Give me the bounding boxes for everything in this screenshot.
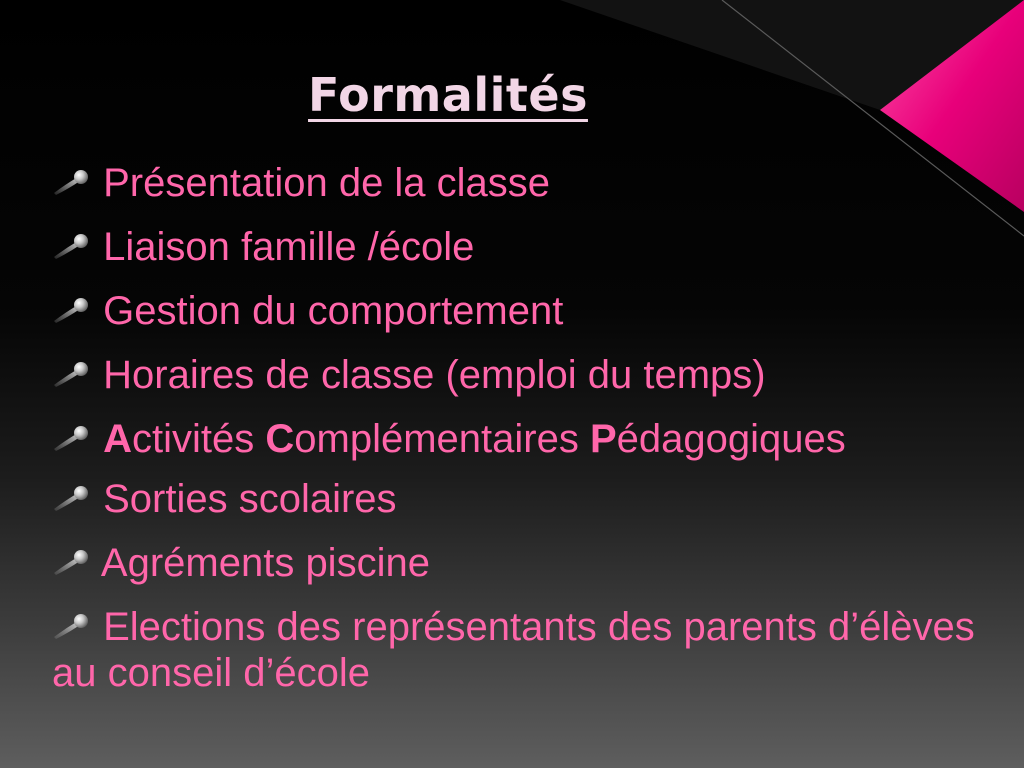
list-item-text: Elections des représentants des parents d’élèves au conseil d’école xyxy=(52,605,975,695)
list-item-text: Agréments piscine xyxy=(92,541,430,585)
list-item-text: Gestion du comportement xyxy=(92,289,564,333)
list-item xyxy=(52,416,1002,462)
initial-letter-a: A xyxy=(103,417,133,461)
list-item xyxy=(52,352,1002,398)
list-item-text: Horaires de classe (emploi du temps) xyxy=(92,353,766,397)
silver-sphere-bullet-icon xyxy=(52,483,92,513)
silver-sphere-bullet-icon xyxy=(52,167,92,197)
silver-sphere-bullet-icon xyxy=(52,295,92,325)
silver-sphere-bullet-icon xyxy=(52,611,92,641)
list-item-text: Sorties scolaires xyxy=(92,477,397,521)
silver-sphere-bullet-icon xyxy=(52,423,92,453)
list-item xyxy=(52,476,1002,522)
slide-title xyxy=(0,68,896,122)
list-item-text: Présentation de la classe xyxy=(92,161,551,205)
list-item xyxy=(52,540,1002,586)
initial-letter-c: C xyxy=(265,417,295,461)
silver-sphere-bullet-icon xyxy=(52,547,92,577)
list-item-text-part xyxy=(92,417,103,461)
silver-sphere-bullet-icon xyxy=(52,231,92,261)
list-item-text-part: omplémentaires xyxy=(294,417,590,461)
list-item-text: Liaison famille /école xyxy=(92,225,475,269)
list-item xyxy=(52,288,1002,334)
list-item xyxy=(52,160,1002,206)
silver-sphere-bullet-icon xyxy=(52,359,92,389)
bullet-list xyxy=(52,160,1002,714)
list-item xyxy=(52,224,1002,270)
list-item xyxy=(52,604,1002,696)
slide-title-text: Formalités xyxy=(308,68,588,122)
initial-letter-p: P xyxy=(589,417,617,461)
list-item-text-part: édagogiques xyxy=(616,417,846,461)
list-item-text-part: ctivités xyxy=(132,417,266,461)
